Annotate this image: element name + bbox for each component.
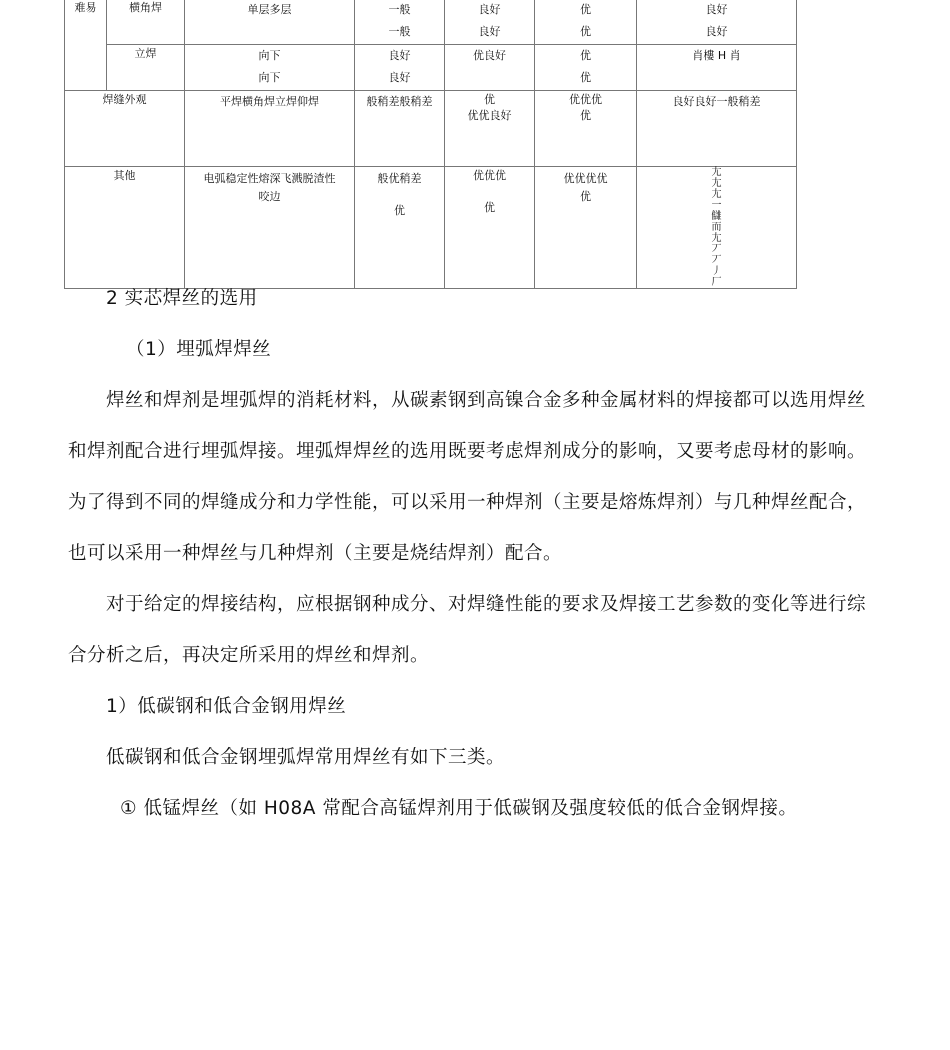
table-row	[65, 91, 797, 167]
row-group-label: 难易	[65, 0, 107, 91]
table-row	[65, 0, 797, 45]
table-cell: 电弧稳定性熔深飞溅脱渣性 咬边	[185, 167, 355, 289]
table-cell: 优 优	[535, 45, 637, 91]
table-row	[65, 45, 797, 91]
table-row	[65, 167, 797, 289]
table-cell: 般稍差般稍差	[355, 91, 445, 167]
table-cell: 向下 向下	[185, 45, 355, 91]
table-cell: 优优优 优	[445, 167, 535, 289]
row-sub-label: 立焊	[107, 45, 185, 91]
paragraph: 焊丝和焊剂是埋弧焊的消耗材料，从碳素钢到高镍合金多种金属材料的焊接都可以选用焊丝和焊剂配合进行埋弧焊接。埋弧焊焊丝的选用既要考虑焊剂成分的影响，又要考虑母材的影响。为了得到不同的焊缝成分和力学性能，可以采用一种焊剂（主要是熔炼焊剂）与几种焊丝配合，也可以采用一种焊丝与几种焊剂（主要是烧结焊剂）配合。	[68, 390, 867, 564]
table-cell: 良好 良好	[355, 45, 445, 91]
table-cell: 平焊横角焊立焊仰焊	[185, 91, 355, 167]
table-cell: 良好良好一般稍差	[637, 91, 797, 167]
paragraph: 低碳钢和低合金钢埋弧焊常用焊丝有如下三类。	[106, 747, 506, 768]
table-cell: 优优优 优	[535, 91, 637, 167]
table-cell: 肖樓 H 肖	[637, 45, 797, 91]
row-sub-label: 横角焊	[107, 0, 185, 45]
table-cell: 优优优优 优	[535, 167, 637, 289]
table-cell: 一般 一般	[355, 0, 445, 45]
table-cell: 良好 良好	[445, 0, 535, 45]
subsection-heading: （1）埋弧焊焊丝	[126, 339, 272, 360]
subsection-heading: 1）低碳钢和低合金钢用焊丝	[106, 696, 347, 717]
body-text	[68, 273, 878, 834]
table-cell: 优 优优良好	[445, 91, 535, 167]
section-heading: 2 实芯焊丝的选用	[106, 288, 258, 309]
properties-table	[64, 0, 797, 289]
table-cell: 优 优	[535, 0, 637, 45]
paragraph: 对于给定的焊接结构，应根据钢种成分、对焊缝性能的要求及焊接工艺参数的变化等进行综合分析之后，再决定所采用的焊丝和焊剂。	[68, 594, 867, 666]
table-cell: 优良好	[445, 45, 535, 91]
row-label: 其他	[65, 167, 185, 289]
table-cell: 单层多层	[185, 0, 355, 45]
table-cell: 尢尢尢一讎而尢丆丆丿厂	[637, 167, 797, 289]
list-item: ① 低锰焊丝（如 H08A 常配合高锰焊剂用于低碳钢及强度较低的低合金钢焊接。	[120, 798, 798, 819]
row-label: 焊缝外观	[65, 91, 185, 167]
table-cell: 良好 良好	[637, 0, 797, 45]
table-cell: 般优稍差 优	[355, 167, 445, 289]
